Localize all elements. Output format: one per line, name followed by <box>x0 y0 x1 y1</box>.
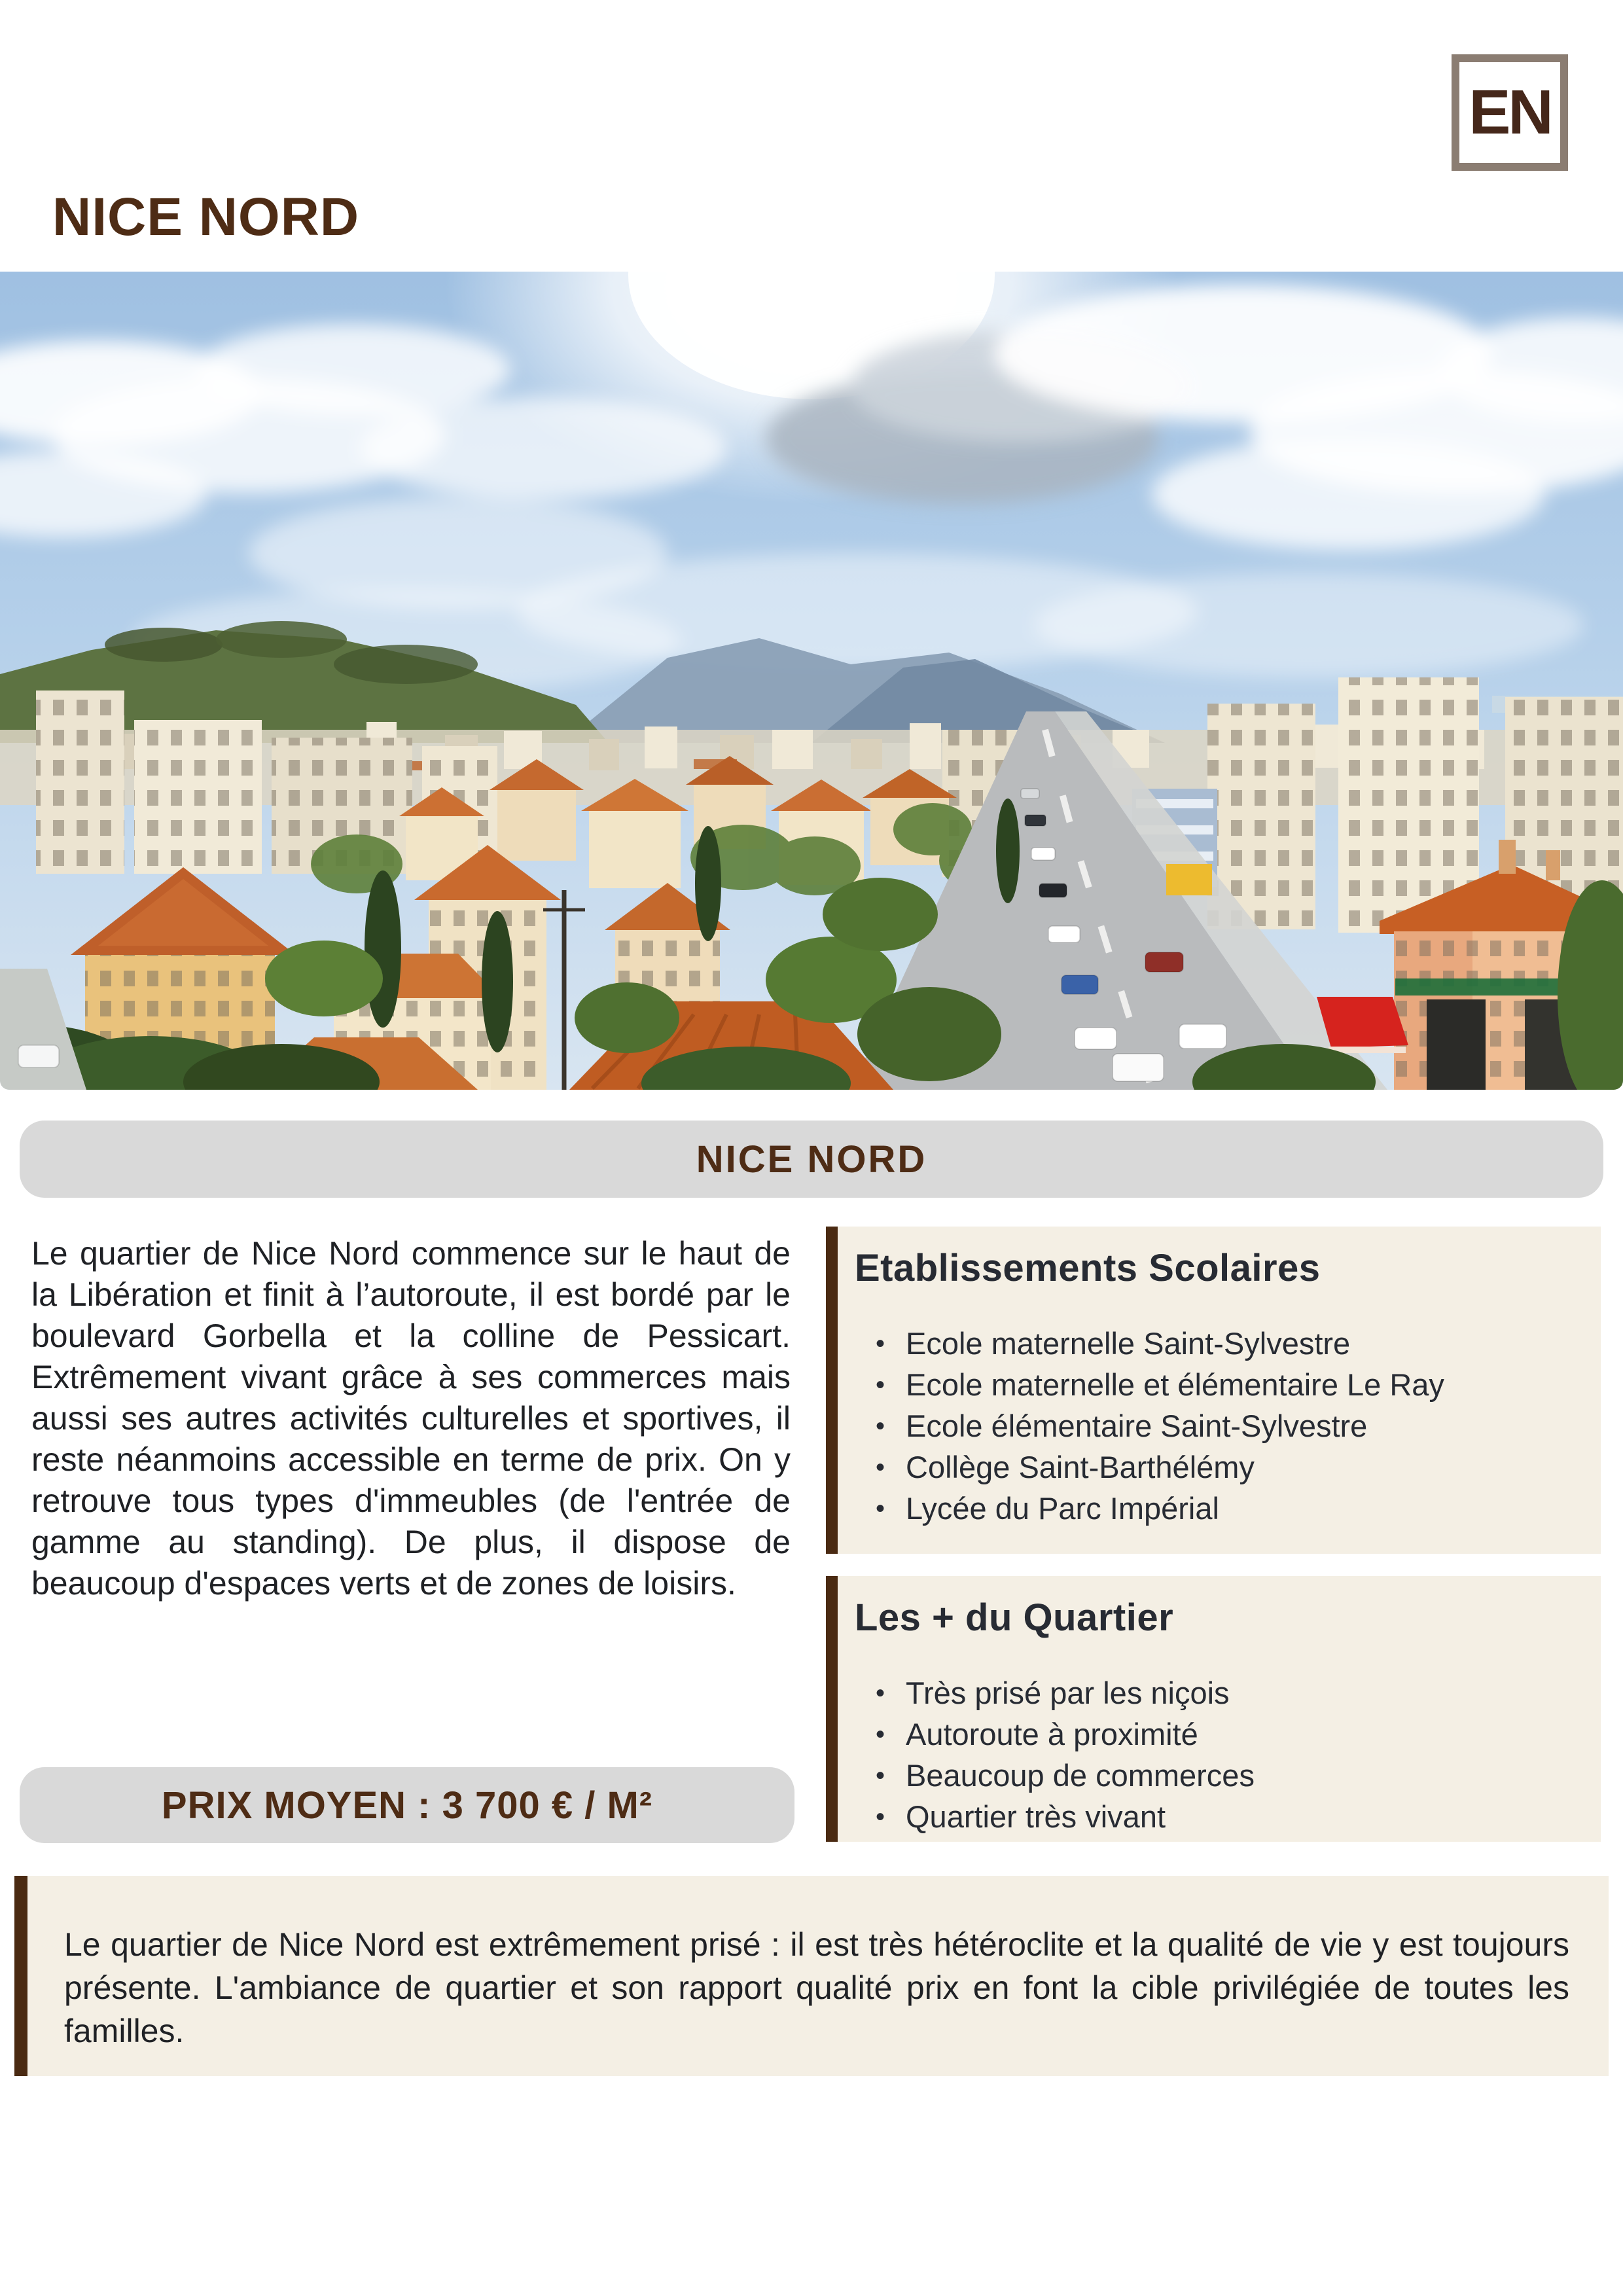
price-banner <box>20 1767 794 1843</box>
price-label: PRIX MOYEN : 3 700 € / M² <box>161 1784 653 1827</box>
advantages-section <box>826 1576 1601 1842</box>
advantage-item: • Beaucoup de commerces <box>906 1755 1575 1796</box>
school-item: • Ecole élémentaire Saint-Sylvestre <box>906 1405 1575 1446</box>
footer-note <box>14 1876 1609 2076</box>
description-paragraph: Le quartier de Nice Nord commence sur le haut de la Libération et finit à l’autoroute, il est bordé par le boulevard Gorbella et la colline de Pessicart. Extrêmement vivant grâce à ses commerces mais aussi ses autres activités culturelles et sportives, il reste néanmoins accessible en terme de prix. On y retrouve tous types d'immeubles (de l'entrée de gamme au standing). De plus, il dispose de beaucoup d'espaces verts et de zones de loisirs. <box>31 1235 791 1602</box>
advantage-item: • Très prisé par les niçois <box>906 1672 1575 1713</box>
advantages-title: Les + du Quartier <box>855 1596 1174 1639</box>
advantage-item: • Autoroute à proximité <box>906 1713 1575 1755</box>
schools-section <box>826 1227 1601 1554</box>
schools-list <box>855 1323 1575 1529</box>
advantage-item: • Quartier très vivant <box>906 1796 1575 1837</box>
schools-title: Etablissements Scolaires <box>855 1247 1321 1289</box>
logo-monogram: EN <box>1469 77 1551 147</box>
section-banner <box>20 1121 1603 1198</box>
page-title: NICE NORD <box>52 187 360 247</box>
agency-logo <box>1452 54 1568 171</box>
school-item: • Ecole maternelle Saint-Sylvestre <box>906 1323 1575 1364</box>
school-item: • Collège Saint-Barthélémy <box>906 1446 1575 1488</box>
footer-note-text: Le quartier de Nice Nord est extrêmement prisé : il est très hétéroclite et la qualité de vie y est toujours présente. L'ambiance de quartier et son rapport qualité prix en font la cible privilégiée de toutes les familles. <box>64 1926 1569 2049</box>
advantages-list <box>855 1672 1575 1837</box>
section-banner-label: NICE NORD <box>696 1138 927 1181</box>
nice-nord-panorama-illustration <box>0 272 1623 1090</box>
hero-photo <box>0 272 1623 1090</box>
school-item: • Ecole maternelle et élémentaire Le Ray <box>906 1364 1575 1405</box>
school-item: • Lycée du Parc Impérial <box>906 1488 1575 1529</box>
